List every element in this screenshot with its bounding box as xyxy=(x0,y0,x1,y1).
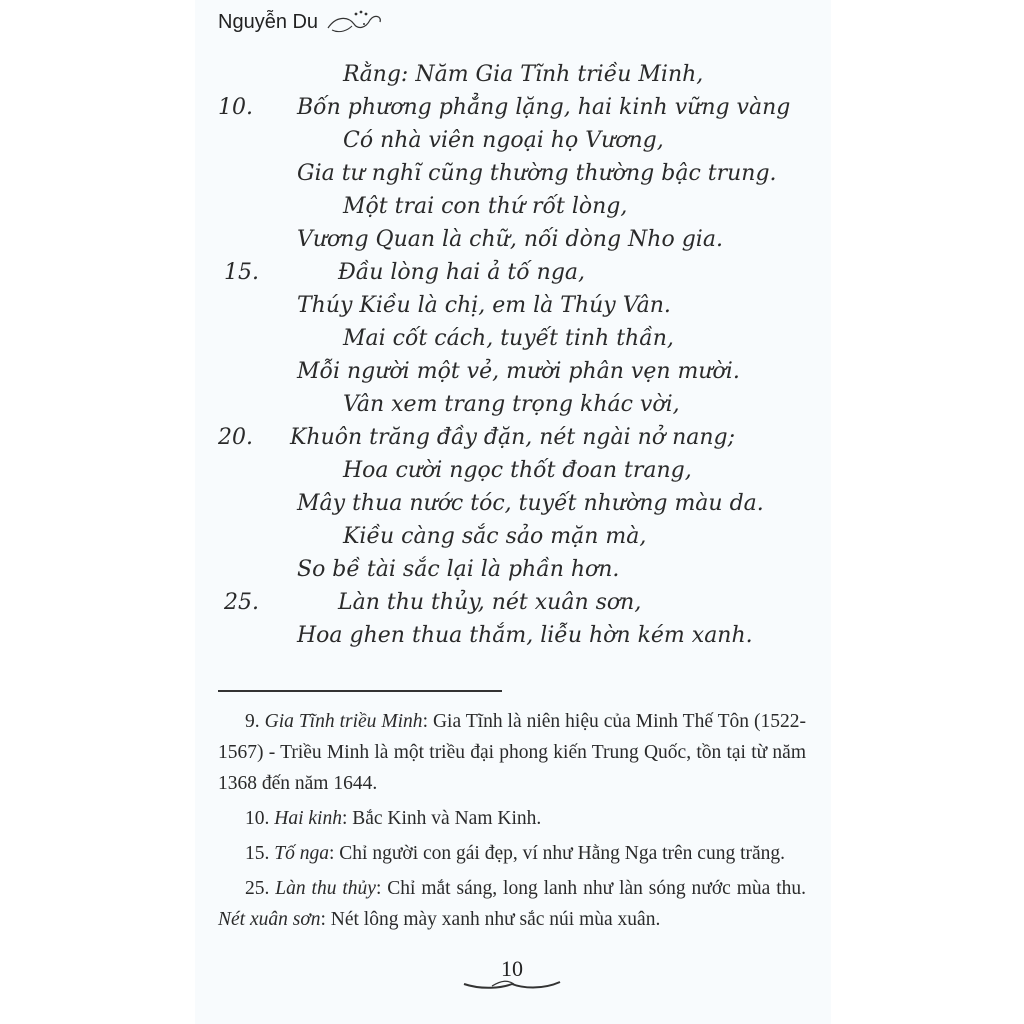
verse-line: Có nhà viên ngoại họ Vương, xyxy=(343,128,664,153)
footnote: 9. Gia Tĩnh triều Minh: Gia Tĩnh là niên hiệu của Minh Thế Tôn (1522-1567) - Triều Minh là một triều đại phong kiến Trung Quốc, tồn tại từ năm 1368 đến năm 1644. xyxy=(218,711,806,794)
verse-line: Đầu lòng hai ả tố nga, xyxy=(338,260,586,285)
footnote: 10. Hai kinh: Bắc Kinh và Nam Kinh. xyxy=(245,808,542,829)
running-header xyxy=(218,8,384,36)
verse-line: Thúy Kiều là chị, em là Thúy Vân. xyxy=(297,293,671,318)
page-number-ornament-icon xyxy=(462,978,562,992)
line-number: 10. xyxy=(218,95,253,120)
author-name: Nguyễn Du xyxy=(218,10,319,33)
footnote: 25. Làn thu thủy: Chỉ mắt sáng, long lanh như làn sóng nước mùa thu. Nét xuân sơn: Nét lông mày xanh như sắc núi mùa xuân. xyxy=(218,878,807,930)
line-number: 20. xyxy=(218,425,253,450)
verse-line: Mỗi người một vẻ, mười phân vẹn mười. xyxy=(297,359,740,384)
footnotes xyxy=(218,706,806,939)
verse-line: Kiều càng sắc sảo mặn mà, xyxy=(343,524,647,549)
line-number: 15. xyxy=(224,260,259,285)
footnote-divider xyxy=(218,690,502,692)
verse-line: So bề tài sắc lại là phần hơn. xyxy=(297,557,620,582)
flourish-ornament-icon xyxy=(326,8,384,36)
page-number: 10 xyxy=(501,956,523,981)
verse-line: Hoa cười ngọc thốt đoan trang, xyxy=(343,458,692,483)
verse-line: Rằng: Năm Gia Tĩnh triều Minh, xyxy=(343,62,704,87)
verse-line: Vương Quan là chữ, nối dòng Nho gia. xyxy=(297,227,723,252)
line-number: 25. xyxy=(224,590,259,615)
verse-line: Vân xem trang trọng khác vời, xyxy=(343,392,680,417)
verse-line: Gia tư nghĩ cũng thường thường bậc trung. xyxy=(297,161,777,186)
verse-line: Làn thu thủy, nét xuân sơn, xyxy=(338,590,642,615)
footnote: 15. Tố nga: Chỉ người con gái đẹp, ví như Hằng Nga trên cung trăng. xyxy=(245,843,786,864)
verse-line: Bốn phương phẳng lặng, hai kinh vững vàng xyxy=(297,95,791,120)
verse-line: Hoa ghen thua thắm, liễu hờn kém xanh. xyxy=(297,623,753,648)
verse-line: Một trai con thứ rốt lòng, xyxy=(343,194,628,219)
verse-line: Mây thua nước tóc, tuyết nhường màu da. xyxy=(297,491,764,516)
verse-line: Khuôn trăng đầy đặn, nét ngài nở nang; xyxy=(290,425,736,450)
verse-line: Mai cốt cách, tuyết tinh thần, xyxy=(343,326,674,351)
